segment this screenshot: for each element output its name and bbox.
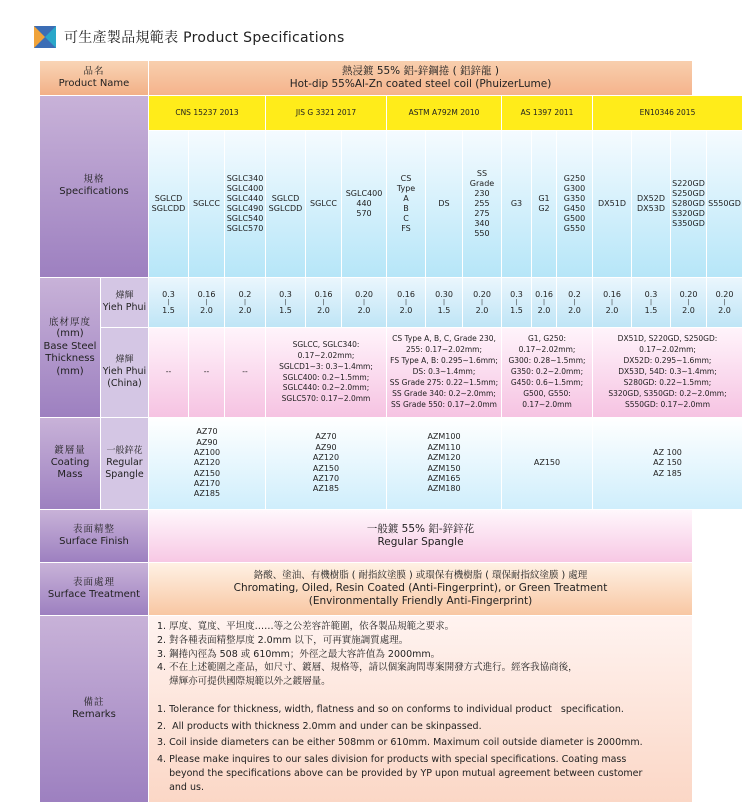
grade-cell-text: G1 G2 [538,194,550,213]
base-steel-label-en: (mm) Base Steel Thickness (mm) [43,328,97,377]
grade-cell [632,131,670,277]
surface-treatment-label-en: Surface Treatment [47,588,141,600]
grade-cell [149,131,188,277]
grade-cell-text: DS [438,199,450,208]
thickness-min: 0.16 [197,289,216,299]
range-separator: | [243,298,247,306]
grade-cell [707,131,742,277]
china-dash-cell [149,328,188,417]
china-astm-cell [387,328,501,417]
thickness-max: 1.5 [279,305,292,315]
china-astm-cell-text: CS Type A, B, C, Grade 230, 255: 0.17~2.02mm; FS Type A, B: 0.295~1.6mm; DS: 0.3~1.4mm; SS Grade 275: 0.22~1.5mm; SS Grade 340: 0.2~2.0mm; SS Grade 550: 0.17~2.0mm [389,334,499,409]
grade-cell [426,131,462,277]
surface-treatment-en1: Chromating, Oiled, Resin Coated (Anti-Fingerprint), or Green Treatment [233,581,608,594]
grade-cell-text: DX51D [598,199,626,208]
surface-treatment-label [40,563,148,615]
thickness-min: 0.16 [314,289,333,299]
thickness-max: 2.0 [317,305,330,315]
remark-en-item: 4. Please make inquires to our sales division for products with special specifications. Coating mass beyond the specifications above can be provided by YP upon mutual agreement between customer and us. [157,754,643,793]
surface-finish-label-zh: 表面精整 [72,523,115,535]
thickness-range-cell [502,278,531,327]
specifications-label-zh: 規格 [83,174,105,186]
thickness-max: 2.0 [238,305,252,315]
china-label-en: Yieh Phui (China) [102,366,147,390]
thickness-max: 2.0 [357,305,371,315]
thickness-max: 2.0 [475,305,489,315]
range-separator: | [687,298,690,306]
surface-finish-label-en: Surface Finish [59,535,129,547]
yieh-phui-label-en: Yieh Phui [102,302,147,314]
range-separator: | [167,298,170,306]
thickness-min: 0.20 [473,289,491,299]
range-separator: | [404,298,408,306]
surface-treatment-label-zh: 表面處理 [72,576,115,588]
remark-zh-item: 3. 鋼捲內徑為 508 或 610mm；外徑之最大容許值為 2000mm。 [157,648,441,660]
range-separator: | [362,298,366,306]
remarks-label [40,616,148,802]
grade-cell-text: SGLCC [193,199,220,208]
coating-as-cell-text: AZ150 [533,458,561,468]
coating-jis-cell-text: AZ70 AZ90 AZ120 AZ150 AZ170 AZ185 [312,432,340,494]
china-en-cell [593,328,742,417]
grade-cell [189,131,224,277]
regular-spangle-label [101,418,148,509]
spangle-label-en: Regular Spangle [105,457,144,481]
standard-header-text: AS 1397 2011 [520,108,574,118]
range-separator: | [205,298,208,306]
spangle-label-zh: 一般鋅花 [106,446,143,456]
thickness-min: 0.3 [279,289,292,299]
thickness-min: 0.3 [162,289,175,299]
standard-header [149,96,265,130]
yieh-phui-label [101,278,148,327]
grade-cell [266,131,305,277]
thickness-max: 2.0 [605,305,619,315]
thickness-max: 1.5 [644,305,658,315]
surface-treatment-en2: (Environmentally Friendly Anti-Fingerprint) [308,594,533,607]
grade-cell [502,131,531,277]
thickness-max: 2.0 [682,305,695,315]
grade-cell-text: S550GD [708,199,741,208]
grade-cell-text: SGLCC [310,199,337,208]
page-title: 可生產製品規範表 Product Specifications [64,30,345,46]
product-name-label-en: Product Name [58,77,130,89]
range-separator: | [480,298,484,306]
range-separator: | [284,298,287,306]
product-name-label-zh: 品名 [83,65,105,77]
china-dash-cell-text: -- [165,367,172,377]
grade-cell-text: DX52D DX53D [637,194,665,213]
base-steel-label-zh: 底材厚度 [48,316,91,328]
range-separator: | [610,298,614,306]
coating-cns-cell-text: AZ70 AZ90 AZ100 AZ120 AZ150 AZ170 AZ185 [193,427,221,499]
thickness-min: 0.3 [644,289,658,299]
standard-header [387,96,501,130]
standard-header-text: CNS 15237 2013 [175,108,239,118]
thickness-range-cell [593,278,631,327]
range-separator: | [515,298,518,306]
range-separator: | [322,298,325,306]
surface-finish-label [40,510,148,562]
grade-cell [463,131,501,277]
thickness-range-cell [225,278,265,327]
thickness-range-cell [426,278,462,327]
thickness-max: 1.5 [437,305,451,315]
specifications-label-en: Specifications [59,186,129,198]
range-separator: | [723,298,726,306]
grade-cell-text: CS Type A B C FS [396,174,416,233]
grade-cell [593,131,631,277]
thickness-min: 0.16 [603,289,621,299]
grade-cell-text: SGLCD SGLCDD [151,194,186,213]
china-dash-cell [189,328,224,417]
china-dash-cell-text: -- [242,367,248,377]
grade-cell-text: SGLC400 440 570 [345,189,383,218]
thickness-max: 2.0 [568,305,581,315]
thickness-range-cell [671,278,706,327]
standard-header-text: EN10346 2015 [639,108,696,118]
thickness-min: 0.30 [435,289,453,299]
standard-header-text: ASTM A792M 2010 [408,108,480,118]
thickness-max: 2.0 [200,305,213,315]
standard-header-text: JIS G 3321 2017 [295,108,357,118]
range-separator: | [649,298,653,306]
china-as-cell-text: G1, G250: 0.17~2.02mm; G300: 0.28~1.5mm; G350: 0.2~2.0mm; G450: 0.6~1.5mm; G500, G550: 0.17~2.0mm [508,334,586,409]
china-en-cell-text: DX51D, S220GD, S250GD: 0.17~2.02mm; DX52D: 0.295~1.6mm; DX53D, 54D: 0.3~1.4mm; S280GD: 0.22~1.5mm; S320GD, S350GD: 0.2~2.0mm; S550GD: 0.17~2.0mm [608,334,727,409]
thickness-range-cell [306,278,341,327]
surface-finish-en: Regular Spangle [377,536,464,548]
thickness-max: 1.5 [162,305,175,315]
grade-cell [306,131,341,277]
thickness-range-cell [463,278,501,327]
remarks-label-zh: 備註 [83,696,105,708]
header [34,21,345,53]
standard-header [266,96,386,130]
surface-treatment-value [149,563,692,615]
thickness-min: 0.20 [679,289,698,299]
thickness-min: 0.20 [715,289,734,299]
range-separator: | [542,298,546,306]
thickness-min: 0.16 [535,289,553,299]
thickness-max: 2.0 [718,305,731,315]
grade-cell-text: SGLCD SGLCDD [268,194,303,213]
grade-cell [557,131,592,277]
remark-zh-item: 燁輝亦可提供國際規範以外之鍍層量。 [157,676,331,688]
coating-en-cell-text: AZ 100 AZ 150 AZ 185 [653,447,682,478]
china-dash-cell [225,328,265,417]
thickness-min: 0.3 [510,289,523,299]
surface-treatment-zh: 鉻酸、塗油、有機樹脂 ( 耐指紋塗膜 ) 或環保有機樹脂 ( 環保耐指紋塗膜 ) 處理 [253,569,588,581]
thickness-range-cell [189,278,224,327]
remarks-body [149,616,692,802]
standard-header [593,96,742,130]
thickness-range-cell [632,278,670,327]
thickness-min: 0.2 [568,289,581,299]
remark-en-item: 3. Coil inside diameters can be either 508mm or 610mm. Maximum coil outside diameter is 2000mm. [157,737,643,749]
yieh-phui-label-zh: 燁輝 [115,290,134,301]
coating-mass-label [40,418,100,509]
remark-en-item: 1. Tolerance for thickness, width, flatness and so on conforms to individual product specification. [157,703,624,715]
grade-cell [532,131,556,277]
thickness-range-cell [387,278,425,327]
remark-zh-item: 2. 對各種表面精整厚度 2.0mm 以下，可再實施調質處理。 [157,634,409,646]
china-label-zh: 燁輝 [115,355,134,365]
grade-cell [225,131,265,277]
grade-cell-text: S220GD S250GD S280GD S320GD S350GD [672,179,705,228]
china-jis-cell-text: SGLCC, SGLC340: 0.17~2.02mm; SGLCD1~3: 0.3~1.4mm; SGLC400: 0.2~1.5mm; SGLC440: 0.2~2.0mm; SGLC570: 0.17~2.0mm [279,339,373,404]
coating-en-cell [593,418,742,509]
grade-cell-text: G250 G300 G350 G450 G500 G550 [563,174,586,233]
remark-en-item: 2. All products with thickness 2.0mm and under can be skinpassed. [157,720,482,732]
remarks-label-en: Remarks [72,708,116,720]
specifications-label [40,96,148,277]
thickness-max: 2.0 [537,305,551,315]
coating-label-zh: 鍍層量 [54,445,86,457]
thickness-range-cell [266,278,305,327]
china-as-cell [502,328,592,417]
remark-zh-item: 1. 厚度、寬度、平坦度……等之公差容許範圍，依各製品規範之要求。 [157,621,455,632]
coating-cns-cell [149,418,265,509]
coating-label-en: Coating Mass [50,456,90,481]
yieh-phui-china-label [101,328,148,417]
grade-cell [671,131,706,277]
range-separator: | [573,298,576,306]
china-dash-cell-text: -- [203,367,210,377]
grade-cell-text: SS Grade 230 255 275 340 550 [469,169,495,238]
coating-astm-cell-text: AZM100 AZM110 AZM120 AZM150 AZM165 AZM180 [427,432,461,494]
range-separator: | [442,298,446,306]
thickness-min: 0.16 [397,289,415,299]
company-logo-icon [34,26,56,48]
product-name-en: Hot-dip 55%Al-Zn coated steel coil (PhuizerLume) [289,78,552,90]
thickness-min: 0.2 [238,289,252,299]
standard-header [502,96,592,130]
grade-cell [342,131,386,277]
thickness-min: 0.20 [355,289,373,299]
china-jis-cell [266,328,386,417]
grade-cell-text: SGLC340 SGLC400 SGLC440 SGLC490 SGLC540 SGLC570 [226,174,264,233]
surface-finish-zh: 一般鍍 55% 鋁-鋅鋅花 [366,522,475,535]
grade-cell-text: G3 [510,199,523,208]
grade-cell [387,131,425,277]
thickness-range-cell [707,278,742,327]
thickness-range-cell [557,278,592,327]
product-name-zh: 熱浸鍍 55% 鋁-鋅鋼捲 ( 鋁鋅龍 ) [341,64,499,77]
remark-zh-item: 4. 不在上述範圍之產品，如尺寸、鍍層、規格等，請以個案詢問專案開發方式進行。經客我協商後， [157,662,578,674]
coating-jis-cell [266,418,386,509]
base-steel-label [40,278,100,417]
thickness-max: 1.5 [510,305,523,315]
product-name-value [149,61,692,95]
coating-as-cell [502,418,592,509]
thickness-range-cell [532,278,556,327]
product-name-label [40,61,148,95]
thickness-range-cell [342,278,386,327]
thickness-range-cell [149,278,188,327]
surface-finish-value [149,510,692,562]
coating-astm-cell [387,418,501,509]
thickness-max: 2.0 [399,305,413,315]
